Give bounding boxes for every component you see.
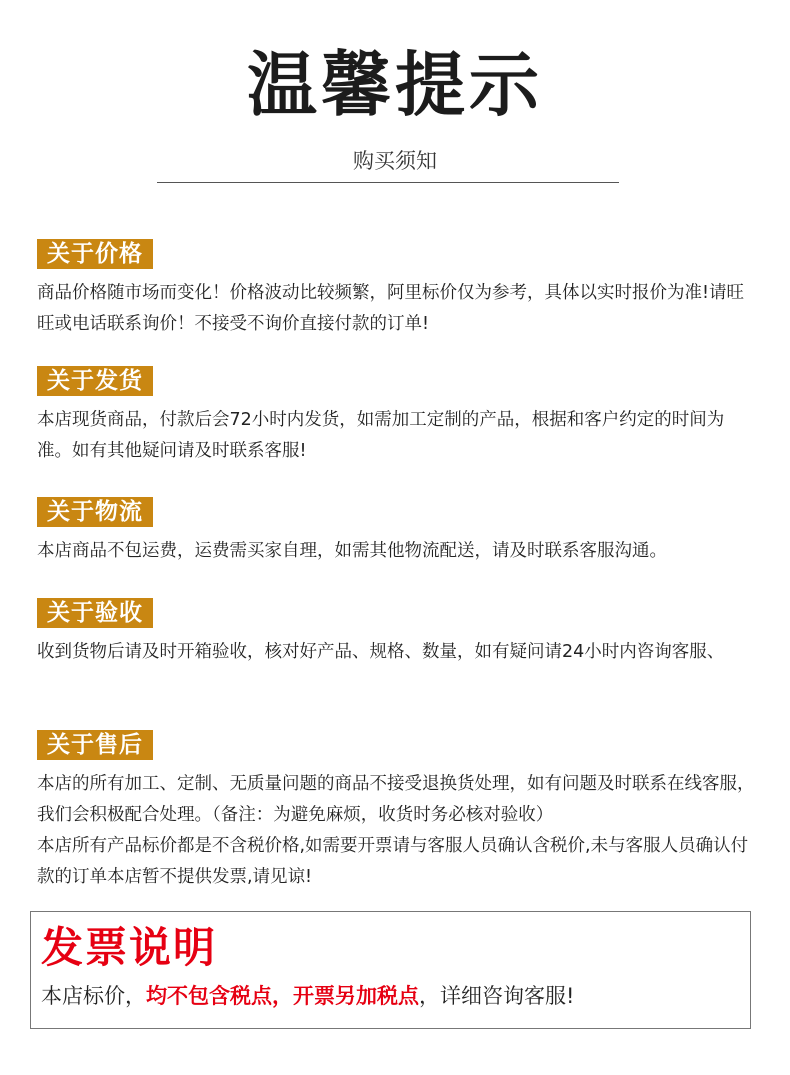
section-text: 商品价格随市场而变化！价格波动比较频繁，阿里标价仅为参考，具体以实时报价为准!请旺旺或电话联系询价！不接受不询价直接付款的订单! — [37, 283, 745, 334]
invoice-title: 发票说明 — [41, 923, 218, 972]
invoice-text-highlight: 均不包含税点，开票另加税点 — [146, 984, 419, 1008]
section-text: 本店商品不包运费，运费需买家自理，如需其他物流配送，请及时联系客服沟通。 — [37, 541, 667, 561]
section-text — [37, 769, 757, 893]
page-title: 温馨提示 — [247, 44, 543, 126]
section-price — [37, 239, 757, 340]
section-label: 关于验收 — [37, 598, 153, 628]
section-logistics — [37, 497, 757, 567]
section-paragraph: 本店所有产品标价都是不含税价格,如需要开票请与客服人员确认含税价,未与客服人员确认付款的订单本店暂不提供发票,请见谅! — [37, 836, 749, 887]
section-text: 本店现货商品，付款后会72小时内发货，如需加工定制的产品，根据和客户约定的时间为准。如有其他疑问请及时联系客服! — [37, 410, 725, 461]
invoice-notice-box — [30, 911, 751, 1029]
page-subtitle: 购买须知 — [353, 149, 437, 173]
section-label: 关于售后 — [37, 730, 153, 760]
title-divider — [157, 182, 619, 183]
invoice-text-suffix: ，详细咨询客服! — [419, 984, 575, 1008]
section-paragraph: 本店的所有加工、定制、无质量问题的商品不接受退换货处理，如有问题及时联系在线客服，我们会积极配合处理。（备注：为避免麻烦，收货时务必核对验收） — [37, 774, 755, 825]
section-after-sales — [37, 730, 757, 893]
section-label: 关于发货 — [37, 366, 153, 396]
section-text: 收到货物后请及时开箱验收，核对好产品、规格、数量，如有疑问请24小时内咨询客服、 — [37, 642, 725, 662]
section-label: 关于物流 — [37, 497, 153, 527]
invoice-text-prefix: 本店标价， — [41, 984, 146, 1008]
invoice-text — [41, 980, 574, 1012]
section-inspection — [37, 598, 757, 668]
section-label: 关于价格 — [37, 239, 153, 269]
section-shipping — [37, 366, 757, 467]
